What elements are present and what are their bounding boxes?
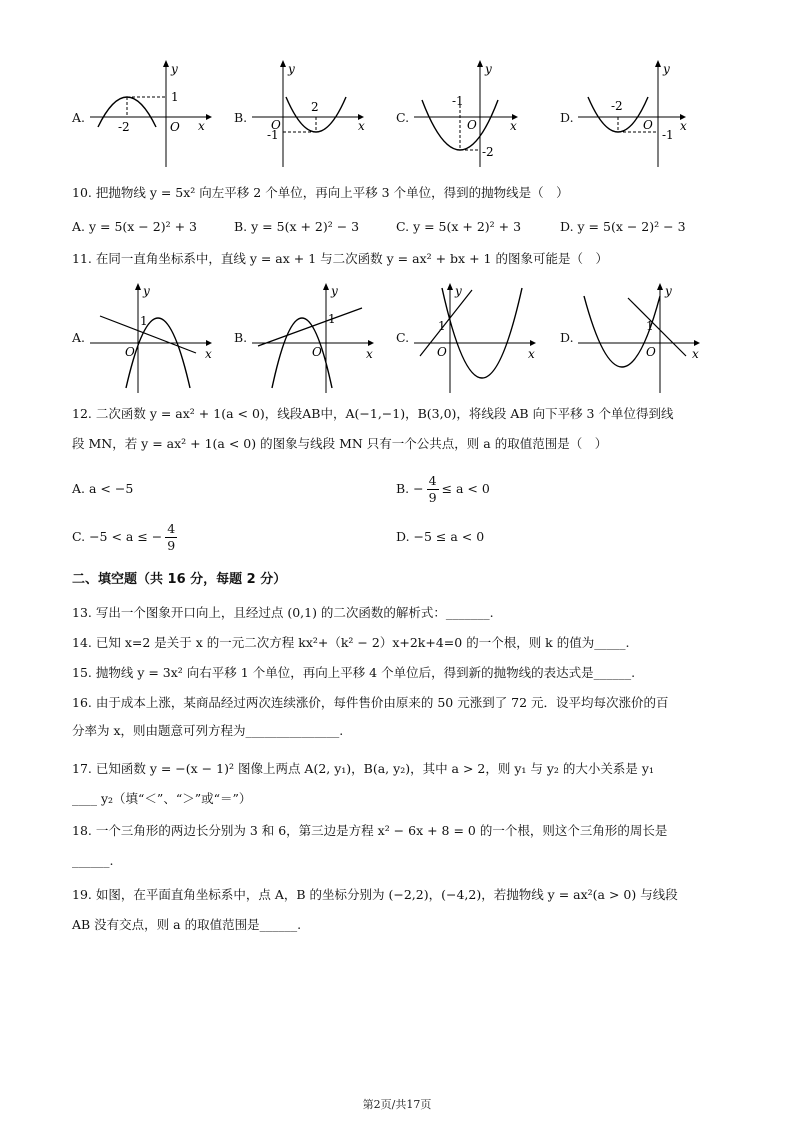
q9-option-a-label: A. — [72, 110, 86, 125]
q11c-y-label: y — [455, 284, 462, 298]
q12-line2: 段 MN，若 y = ax² + 1(a < 0) 的图象与线段 MN 只有一个公共点，则 a 的取值范围是（ ） — [72, 436, 608, 451]
q12-option-b-numerator: 4 — [428, 472, 437, 488]
q11d-x-label: x — [692, 347, 699, 361]
q12-option-b-pre: B. − — [396, 481, 424, 496]
q17-line1: 17. 已知函数 y = −(x − 1)² 图像上两点 A(2, y₁)，B(a, y₂)，其中 a > 2，则 y₁ 与 y₂ 的大小关系是 y₁ — [72, 761, 654, 776]
q9b-y-label: y — [288, 62, 295, 76]
q14: 14. 已知 x=2 是关于 x 的一元二次方程 kx²+（k² − 2）x+2k+4=0 的一个根，则 k 的值为_____. — [72, 635, 630, 650]
q11a-one: 1 — [140, 314, 148, 328]
q12-option-b — [396, 466, 490, 512]
q9d-xtick: -2 — [611, 99, 623, 113]
q11b-origin: O — [312, 345, 322, 359]
q9c-ytick: -2 — [482, 145, 494, 159]
q11d-one: 1 — [646, 319, 654, 333]
q12-option-c-fraction — [165, 521, 177, 554]
q9c-y-label: y — [485, 62, 492, 76]
q11c-origin: O — [437, 345, 447, 359]
q11b-one: 1 — [328, 312, 336, 326]
q12-option-c-numerator: 4 — [167, 520, 176, 536]
q11-option-a-label: A. — [72, 330, 86, 345]
q19-line2: AB 没有交点，则 a 的取值范围是______. — [72, 917, 302, 932]
q16-line2: 分率为 x，则由题意可列方程为_______________. — [72, 723, 344, 738]
q11-option-b-label: B. — [234, 330, 248, 345]
q10-option-c: C. y = 5(x + 2)² + 3 — [396, 219, 522, 234]
q16-line1: 16. 由于成本上涨，某商品经过两次连续涨价，每件售价由原来的 50 元涨到了 72 元．设平均每次涨价的百 — [72, 695, 669, 710]
q9a-x-label: x — [198, 119, 205, 133]
q9c-origin: O — [467, 118, 477, 132]
q11c-x-label: x — [528, 347, 535, 361]
page-footer: 第2页/共17页 — [362, 1098, 432, 1111]
q9b-origin: O — [271, 118, 281, 132]
q17-line2: ____ y₂（填“＜”、“＞”或“＝”） — [72, 791, 252, 806]
q9d-origin: O — [643, 118, 653, 132]
q12-option-c — [72, 514, 177, 560]
q12-option-c-denominator: 9 — [167, 537, 176, 553]
q11c-one: 1 — [438, 319, 446, 333]
q11-graph-c — [412, 278, 542, 396]
q12-option-a: A. a < −5 — [72, 481, 134, 496]
q12-option-b-post: ≤ a < 0 — [441, 481, 490, 496]
q19-line1: 19. 如图，在平面直角坐标系中，点 A，B 的坐标分别为 (−2,2)，(−4,2)，若抛物线 y = ax²(a > 0) 与线段 — [72, 887, 678, 902]
q10-option-d: D. y = 5(x − 2)² − 3 — [560, 219, 686, 234]
q12-option-b-fraction — [427, 473, 439, 506]
q11a-origin: O — [125, 345, 135, 359]
q13: 13. 写出一个图象开口向上，且经过点 (0,1) 的二次函数的解析式：_______. — [72, 605, 494, 620]
q9-graph-row — [0, 55, 794, 170]
q9-graph-d — [576, 55, 696, 170]
q11-graph-b — [250, 278, 380, 396]
q9a-y-label: y — [171, 62, 178, 76]
q9-graph-c — [412, 55, 527, 170]
q9-graph-b — [250, 55, 370, 170]
q12-option-d: D. −5 ≤ a < 0 — [396, 529, 485, 544]
q9b-ytick: -1 — [267, 128, 279, 142]
q10-option-a: A. y = 5(x − 2)² + 3 — [72, 219, 197, 234]
q11d-y-label: y — [665, 284, 672, 298]
q9c-xtick: -1 — [452, 94, 464, 108]
q11-graph-row — [0, 278, 794, 396]
q9d-x-label: x — [680, 119, 687, 133]
q11d-origin: O — [646, 345, 656, 359]
q11-graph-a — [88, 278, 218, 396]
q9b-xtick: 2 — [311, 100, 319, 114]
q10-stem: 10. 把抛物线 y = 5x² 向左平移 2 个单位，再向上平移 3 个单位，得到的抛物线是（ ） — [72, 185, 569, 200]
q11a-y-label: y — [143, 284, 150, 298]
section-heading-fill-in: 二、填空题（共 16 分，每题 2 分） — [72, 572, 287, 587]
q9d-y-label: y — [663, 62, 670, 76]
q11-graph-d — [576, 278, 706, 396]
q10-option-b: B. y = 5(x + 2)² − 3 — [234, 219, 360, 234]
q9-option-c-label: C. — [396, 110, 410, 125]
q9-option-b-label: B. — [234, 110, 248, 125]
q9b-x-label: x — [358, 119, 365, 133]
q12-option-b-denominator: 9 — [428, 489, 437, 505]
q12-option-c-pre: C. −5 < a ≤ − — [72, 529, 163, 544]
q9-graph-a — [88, 55, 213, 170]
q15: 15. 抛物线 y = 3x² 向右平移 1 个单位，再向上平移 4 个单位后，得到新的抛物线的表达式是______. — [72, 665, 636, 680]
q12-line1: 12. 二次函数 y = ax² + 1(a < 0)，线段AB中，A(−1,−1)，B(3,0)，将线段 AB 向下平移 3 个单位得到线 — [72, 406, 674, 421]
q11-stem: 11. 在同一直角坐标系中，直线 y = ax + 1 与二次函数 y = ax² + bx + 1 的图象可能是（ ） — [72, 251, 608, 266]
q11-option-c-label: C. — [396, 330, 410, 345]
q9a-xtick: -2 — [118, 120, 130, 134]
q9a-ytick: 1 — [171, 90, 179, 104]
q9a-origin: O — [170, 120, 180, 134]
q9c-x-label: x — [510, 119, 517, 133]
q18-line1: 18. 一个三角形的两边长分别为 3 和 6，第三边是方程 x² − 6x + 8 = 0 的一个根，则这个三角形的周长是 — [72, 823, 668, 838]
q11-option-d-label: D. — [560, 330, 574, 345]
q11b-x-label: x — [366, 347, 373, 361]
q11b-y-label: y — [331, 284, 338, 298]
q9d-ytick: -1 — [662, 128, 674, 142]
q18-line2: ______. — [72, 853, 114, 868]
q9-option-d-label: D. — [560, 110, 574, 125]
q11a-x-label: x — [205, 347, 212, 361]
